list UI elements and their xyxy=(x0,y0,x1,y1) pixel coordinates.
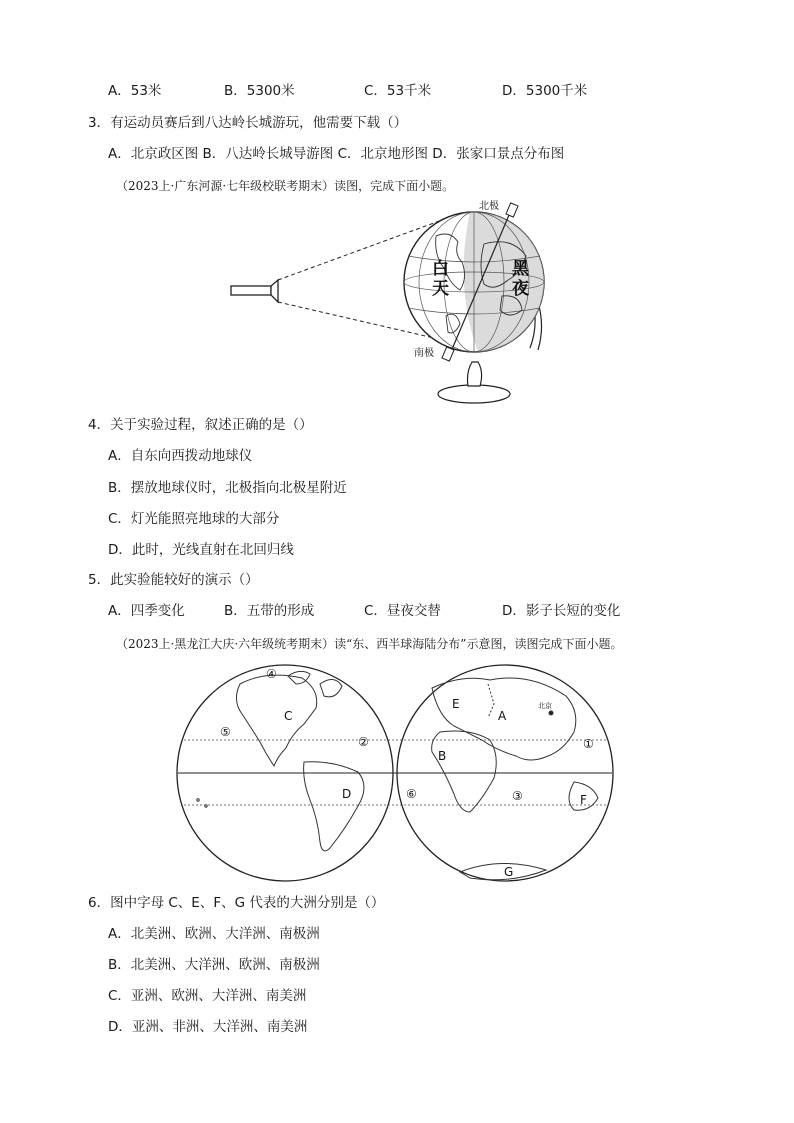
label-letter-b: B xyxy=(438,749,447,763)
q4-option-a: A．自东向西拨动地球仪 xyxy=(108,448,253,464)
source-note-2: （2023上·黑龙江大庆·六年级统考期末）读“东、西半球海陆分布”示意图，读图完成下面小题。 xyxy=(116,637,623,651)
label-letter-g: G xyxy=(504,865,514,879)
q2-option-d: D．5300千米 xyxy=(502,83,588,99)
label-circle-1: ① xyxy=(583,737,594,751)
q4-option-c: C．灯光能照亮地球的大部分 xyxy=(108,511,280,527)
label-beijing: 北京 xyxy=(538,702,552,710)
flashlight-head-icon xyxy=(271,280,278,302)
night-label-1: 黑 xyxy=(512,259,529,279)
q5-option-d: D．影子长短的变化 xyxy=(502,603,621,619)
label-letter-c: C xyxy=(284,709,293,723)
q5-option-a: A．四季变化 xyxy=(108,603,185,619)
label-circle-5: ⑤ xyxy=(220,725,231,739)
q5-option-c: C．昼夜交替 xyxy=(364,603,441,619)
label-circle-3: ③ xyxy=(512,789,523,803)
label-circle-6: ⑥ xyxy=(406,787,417,801)
q2-option-b: B．5300米 xyxy=(224,83,295,99)
label-letter-e: E xyxy=(452,697,460,711)
label-letter-f: F xyxy=(580,793,587,807)
q6-option-c: C．亚洲、欧洲、大洋洲、南美洲 xyxy=(108,988,307,1004)
q2-option-a: A．53米 xyxy=(108,83,162,99)
q6-stem: 6．图中字母 C、E、F、G 代表的大洲分别是（） xyxy=(88,895,385,911)
night-label-2: 夜 xyxy=(512,279,529,299)
q4-option-b: B．摆放地球仪时，北极指向北极星附近 xyxy=(108,480,347,496)
label-circle-2: ② xyxy=(358,735,369,749)
q3-stem: 3．有运动员赛后到八达岭长城游玩，他需要下载（） xyxy=(88,115,408,131)
q4-stem: 4．关于实验过程，叙述正确的是（） xyxy=(88,417,313,433)
day-label-1: 白 xyxy=(432,259,449,279)
globe-base xyxy=(438,385,510,403)
q6-option-d: D．亚洲、非洲、大洋洲、南美洲 xyxy=(108,1019,308,1035)
beijing-marker xyxy=(549,711,553,715)
source-note-1: （2023上·广东河源·七年级校联考期末）读图，完成下面小题。 xyxy=(116,179,455,193)
hemispheres-map-figure xyxy=(170,660,630,886)
q6-option-b: B．北美洲、大洋洲、欧洲、南极洲 xyxy=(108,957,320,973)
q4-option-d: D．此时，光线直射在北回归线 xyxy=(108,542,294,558)
north-pole-label: 北极 xyxy=(479,201,499,212)
q5-stem: 5．此实验能较好的演示（） xyxy=(88,572,259,588)
q2-option-c: C．53千米 xyxy=(364,83,432,99)
q6-option-a: A．北美洲、欧洲、大洋洲、南极洲 xyxy=(108,926,320,942)
q3-options: A．北京政区图 B．八达岭长城导游图 C．北京地形图 D．张家口景点分布图 xyxy=(108,146,565,162)
label-letter-d: D xyxy=(342,787,352,801)
q5-option-b: B．五带的形成 xyxy=(224,603,315,619)
south-pole-label: 南极 xyxy=(414,348,434,359)
flashlight-body-icon xyxy=(231,286,271,295)
day-label-2: 天 xyxy=(432,279,449,299)
label-circle-4: ④ xyxy=(266,667,277,681)
globe-experiment-figure xyxy=(222,196,582,408)
label-letter-a: A xyxy=(498,709,507,723)
